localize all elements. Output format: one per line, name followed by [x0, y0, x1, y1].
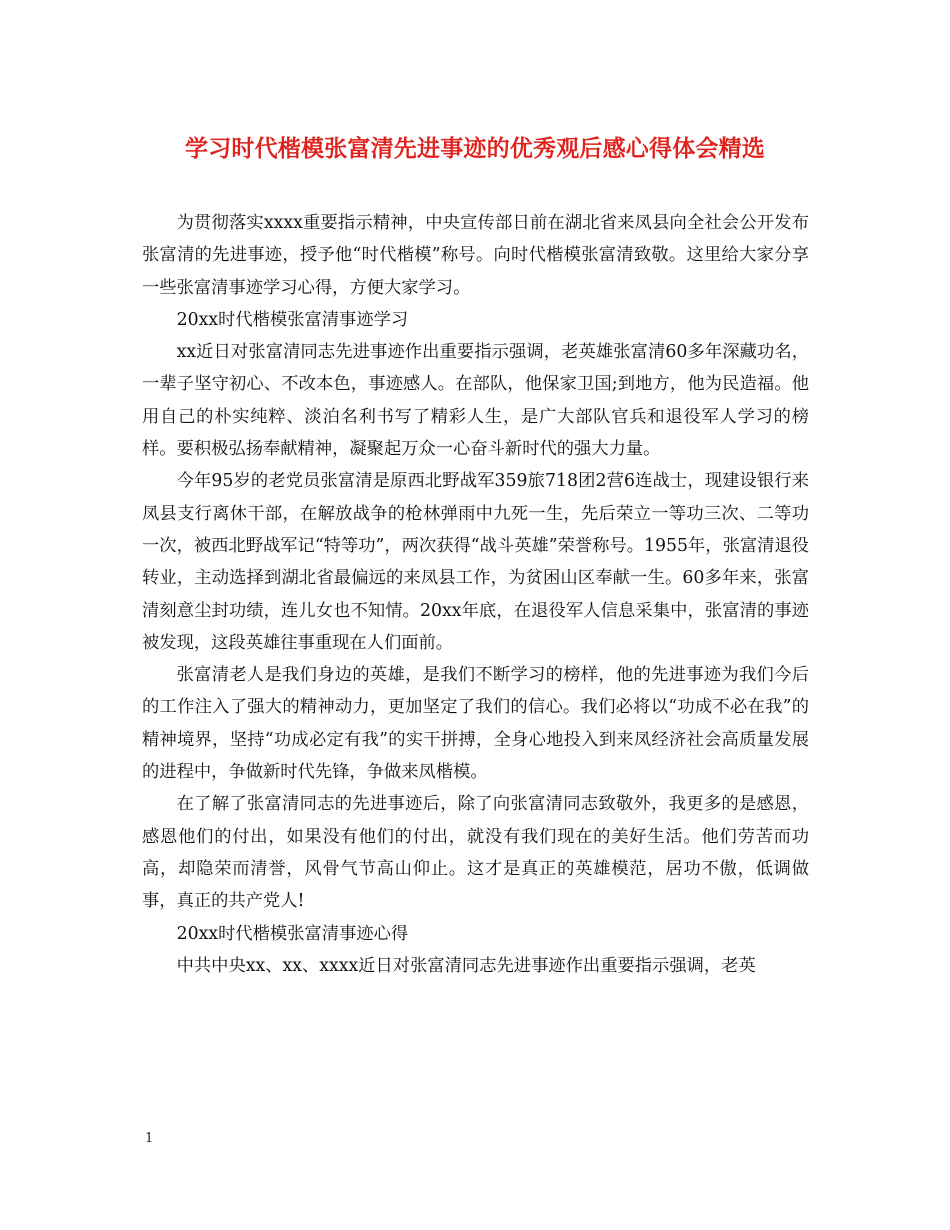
section-heading-reflection: 20xx时代楷模张富清事迹心得	[176, 923, 409, 944]
page-number: 1	[145, 1131, 154, 1146]
paragraph-instruction: xx近日对张富清同志先进事迹作出重要指示强调，老英雄张富清60多年深藏功名，一辈子坚守初心、不改本色，事迹感人。在部队，他保家卫国;到地方，他为民造福。他用自己的朴实纯粹、淡泊名利书写了精彩人生，是广大部队官兵和退役军人学习的榜样。要积极弘扬奉献精神，凝聚起万众一心奋斗新时代的强大力量。	[142, 342, 809, 460]
paragraph-role-model: 张富清老人是我们身边的英雄，是我们不断学习的榜样，他的先进事迹为我们今后的工作注入了强大的精神动力，更加坚定了我们的信心。我们必将以“功成不必在我”的精神境界，坚持“功成必定有我”的实干拼搏，全身心地投入到来凤经济社会高质量发展的进程中，争做新时代先锋，争做来凤楷模。	[142, 665, 809, 783]
section-heading-study: 20xx时代楷模张富清事迹学习	[176, 309, 409, 330]
document-title: 学习时代楷模张富清先进事迹的优秀观后感心得体会精选	[185, 136, 765, 162]
paragraph-biography: 今年95岁的老党员张富清是原西北野战军359旅718团2营6连战士，现建设银行来凤县支行离休干部，在解放战争的枪林弹雨中九死一生，先后荣立一等功三次、二等功一次，被西北野战军记“特等功”，两次获得“战斗英雄”荣誉称号。1955年，张富清退役转业，主动选择到湖北省最偏远的来凤县工作，为贫困山区奉献一生。60多年来，张富清刻意尘封功绩，连儿女也不知情。20xx年底，在退役军人信息采集中，张富清的事迹被发现，这段英雄往事重现在人们面前。	[142, 471, 809, 653]
paragraph-continued: 中共中央xx、xx、xxxx近日对张富清同志先进事迹作出重要指示强调，老英	[176, 955, 756, 976]
paragraph-gratitude: 在了解了张富清同志的先进事迹后，除了向张富清同志致敬外，我更多的是感恩，感恩他们的付出，如果没有他们的付出，就没有我们现在的美好生活。他们劳苦而功高，却隐荣而清誉，风骨气节高山仰止。这才是真正的英雄模范，居功不傲，低调做事，真正的共产党人!	[142, 794, 809, 912]
paragraph-intro: 为贯彻落实xxxx重要指示精神，中央宣传部日前在湖北省来凤县向全社会公开发布张富清的先进事迹，授予他“时代楷模”称号。向时代楷模张富清致敬。这里给大家分享一些张富清事迹学习心得，方便大家学习。	[142, 213, 809, 298]
document-body	[142, 207, 809, 982]
